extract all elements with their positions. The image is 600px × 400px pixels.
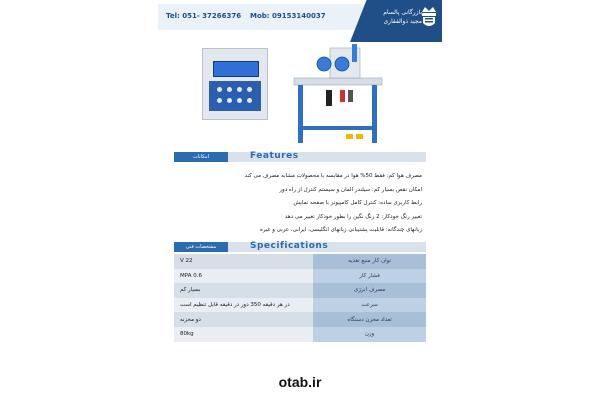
- table-row: [174, 327, 426, 342]
- feature-item: امکان نقص بسیار کم: سیلندر المان و سیستم کنترل از راه دور: [279, 186, 422, 193]
- spec-label: توان کار منبع تغذیه: [313, 254, 426, 269]
- spec-value: در هر دقیقه 350 دور در دقیقه قابل تنظیم است: [174, 298, 313, 313]
- table-row: [174, 283, 426, 298]
- company-name: [376, 8, 422, 26]
- features-list: [178, 170, 422, 238]
- feature-item: مصرف هوا کم: فقط 50% هوا در مقایسه با محصولات مشابه مصرف می کند: [244, 173, 422, 179]
- table-row: [174, 269, 426, 284]
- controller-keypad: [209, 81, 261, 111]
- feature-item: زبانهای چندگانه: قابلیت پشتیبانی زبانهای انگلیسی، ایرانی، عربی و غیره: [260, 227, 422, 234]
- spec-value: دو مخزنه: [174, 312, 313, 327]
- spec-label: سرعت: [313, 298, 426, 313]
- spec-label: مصرف انرژی: [313, 283, 426, 298]
- crown-logo-icon: [420, 4, 438, 30]
- specifications-title: Specifications: [250, 241, 329, 251]
- spec-label: وزن: [313, 327, 426, 342]
- table-row: [174, 312, 426, 327]
- specifications-tab: مشخصات فنی: [174, 242, 228, 252]
- company-line-1: بازرگانی پالسام: [383, 9, 422, 16]
- spec-value: 22 V: [174, 254, 313, 269]
- company-line-2: مجید ذوالفقاری: [383, 18, 422, 25]
- features-title: Features: [250, 151, 299, 161]
- table-row: [174, 254, 426, 269]
- mobile-number: Mob: 09153140037: [250, 12, 326, 20]
- features-tab: امکانات: [174, 152, 228, 162]
- header: [158, 0, 442, 40]
- table-row: [174, 298, 426, 313]
- feature-item: تغییر رنگ خودکار: 2 رنگ نگین را بطور خودکار تغییر می دهد: [284, 213, 422, 220]
- spec-label: فشار کار: [313, 269, 426, 284]
- catalog-page: [158, 0, 442, 400]
- feature-item: رابط کاربری ساده: کنترل کامل کامپیوتر با صفحه نمایش: [293, 200, 422, 207]
- controller-screen: [213, 61, 259, 77]
- specifications-table: [174, 254, 426, 342]
- specifications-bar: [174, 242, 426, 252]
- spec-value: بسیار کم: [174, 283, 313, 298]
- spec-value: 0.6 MPA: [174, 269, 313, 284]
- features-bar: [174, 152, 426, 162]
- phone-number: Tel: 051- 37266376: [166, 12, 242, 20]
- spec-label: تعداد مخزن دستگاه: [313, 312, 426, 327]
- footer-watermark: otab.ir: [278, 374, 322, 390]
- spec-value: 80kg: [174, 327, 313, 342]
- machine-photo: [286, 40, 390, 150]
- controller-photo: [202, 48, 268, 120]
